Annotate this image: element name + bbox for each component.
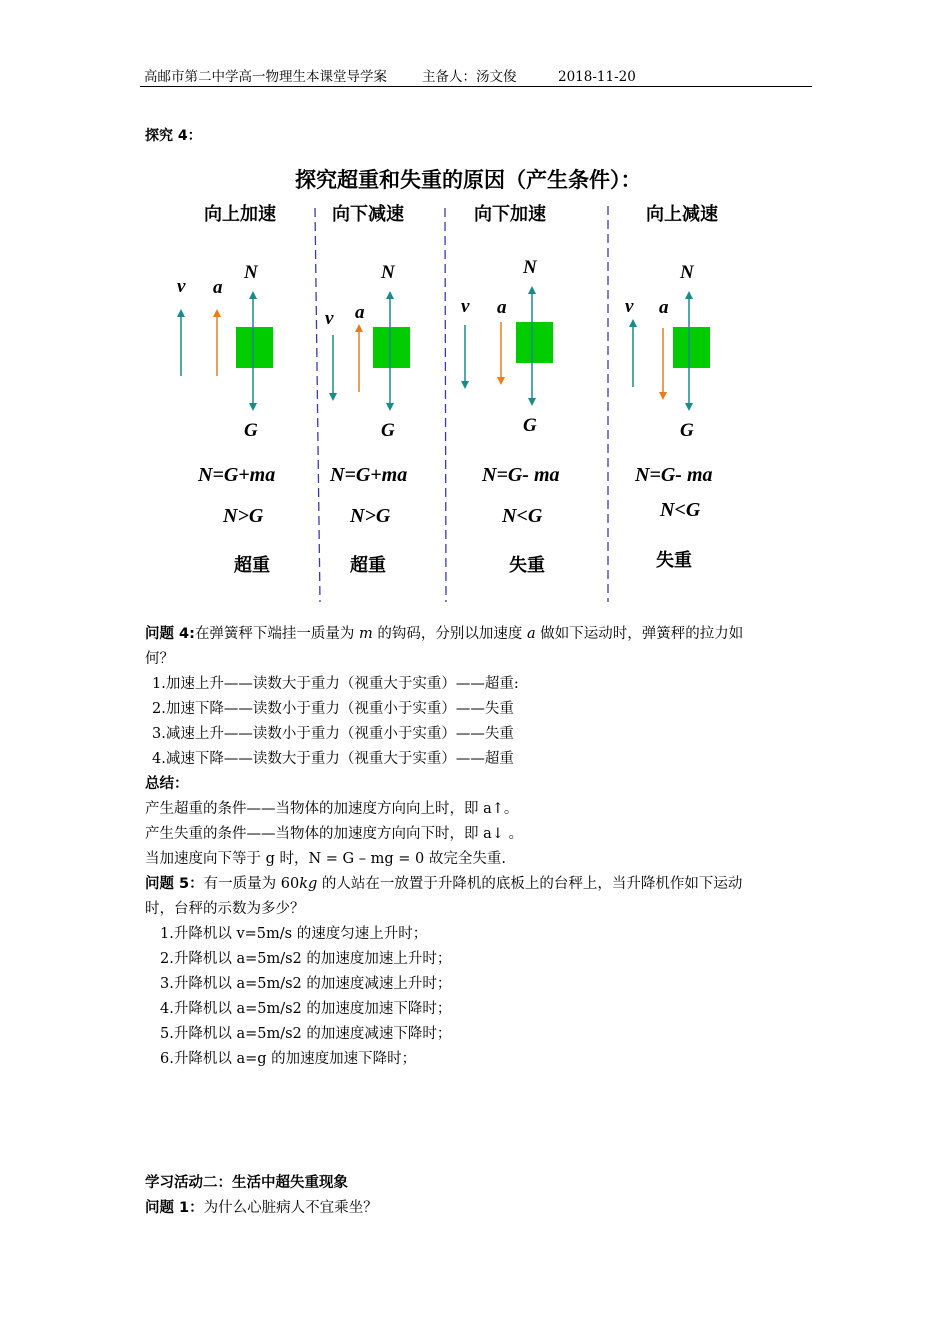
summary-line-2: 产生失重的条件——当物体的加速度方向向下时，即 a↓ 。 [145, 826, 524, 842]
result-1: 超重 [234, 555, 270, 576]
header-school: 高邮市第二中学高一物理生本课堂导学案 [144, 69, 387, 85]
overweight-weightlessness-diagram [140, 150, 820, 610]
q5-item-2: 2.升降机以 a=5m/s2 的加速度加速上升时； [160, 951, 452, 967]
relation-4: N<G [660, 499, 701, 521]
result-3: 失重 [509, 555, 545, 576]
q5-item-5: 5.升降机以 a=5m/s2 的加速度减速下降时； [160, 1026, 452, 1042]
result-4: 失重 [656, 550, 692, 571]
activity2-q1-label: 问题 1： [145, 1200, 204, 1216]
column-heading-3: 向下加速 [474, 204, 546, 225]
label-G-3: G [523, 415, 537, 436]
header-date: 2018-11-20 [558, 69, 636, 85]
column-heading-2: 向下减速 [332, 204, 404, 225]
relation-1: N>G [223, 505, 264, 527]
q5-line-1: 问题 5：有一质量为 60kg 的人站在一放置于升降机的底板上的台秤上，当升降机作如下运动 [145, 876, 743, 892]
q4-label: 问题 4: [145, 626, 195, 642]
q5-item-3: 3.升降机以 a=5m/s2 的加速度减速上升时； [160, 976, 452, 992]
label-G-4: G [680, 420, 694, 441]
relation-3: N<G [502, 505, 543, 527]
block-4 [673, 327, 710, 368]
q5-item-4: 4.升降机以 a=5m/s2 的加速度加速下降时； [160, 1001, 452, 1017]
summary-label: 总结： [145, 776, 189, 792]
q5-item-1: 1.升降机以 v=5m/s 的速度匀速上升时； [160, 926, 428, 942]
relation-2: N>G [350, 505, 391, 527]
label-v-1: v [177, 276, 186, 297]
block-2 [373, 327, 410, 368]
q5-item-6: 6.升降机以 a=g 的加速度加速下降时； [160, 1051, 417, 1067]
q5-line-2: 时，台秤的示数为多少？ [145, 901, 305, 917]
q4-item-3: 3.减速上升——读数小于重力（视重小于实重）——失重 [152, 726, 514, 742]
divider-2 [445, 208, 446, 602]
q4-line-1: 问题 4:在弹簧秤下端挂一质量为 m 的钩码，分别以加速度 a 做如下运动时，弹簧秤的拉力如 [145, 626, 744, 642]
label-a-1: a [213, 277, 223, 298]
q4-line-2: 何？ [145, 651, 174, 667]
q4-item-2: 2.加速下降——读数小于重力（视重小于实重）——失重 [152, 701, 514, 717]
label-N-4: N [680, 262, 694, 283]
activity2-question-1 [145, 1198, 378, 1218]
column-heading-4: 向上减速 [646, 204, 718, 225]
column-heading-1: 向上加速 [204, 204, 276, 225]
label-v-2: v [325, 308, 334, 329]
block-3 [516, 322, 553, 363]
label-a-4: a [659, 297, 669, 318]
block-1 [236, 327, 273, 368]
q4-item-4: 4.减速下降——读数大于重力（视重大于实重）——超重 [152, 751, 514, 767]
q4-item-1: 1.加速上升——读数大于重力（视重大于实重）——超重: [152, 676, 519, 692]
label-G-2: G [381, 420, 395, 441]
activity2-title: 学习活动二：生活中超失重现象 [145, 1175, 348, 1191]
label-N-1: N [244, 262, 258, 283]
page-header [140, 68, 812, 87]
label-N-2: N [381, 262, 395, 283]
equation-1: N=G+ma [198, 464, 276, 486]
label-v-3: v [461, 296, 470, 317]
label-N-3: N [523, 257, 537, 278]
result-2: 超重 [350, 555, 386, 576]
activity2-q1-text: 为什么心脏病人不宜乘坐？ [203, 1200, 378, 1216]
label-G-1: G [244, 420, 258, 441]
summary-line-3: 当加速度向下等于 g 时，N = G – mg = 0 故完全失重. [145, 851, 506, 867]
label-a-3: a [497, 297, 507, 318]
equation-4: N=G- ma [635, 464, 713, 486]
equation-2: N=G+ma [330, 464, 408, 486]
equation-3: N=G- ma [482, 464, 560, 486]
diagram-title: 探究超重和失重的原因（产生条件）： [295, 168, 642, 192]
summary-line-1: 产生超重的条件——当物体的加速度方向向上时，即 a↑。 [145, 801, 519, 817]
q5-label: 问题 5： [145, 876, 204, 892]
label-a-2: a [355, 302, 365, 323]
section-label: 探究 4： [145, 128, 202, 144]
divider-1 [315, 208, 320, 602]
label-v-4: v [625, 296, 634, 317]
header-author: 主备人：汤文俊 [422, 69, 517, 85]
